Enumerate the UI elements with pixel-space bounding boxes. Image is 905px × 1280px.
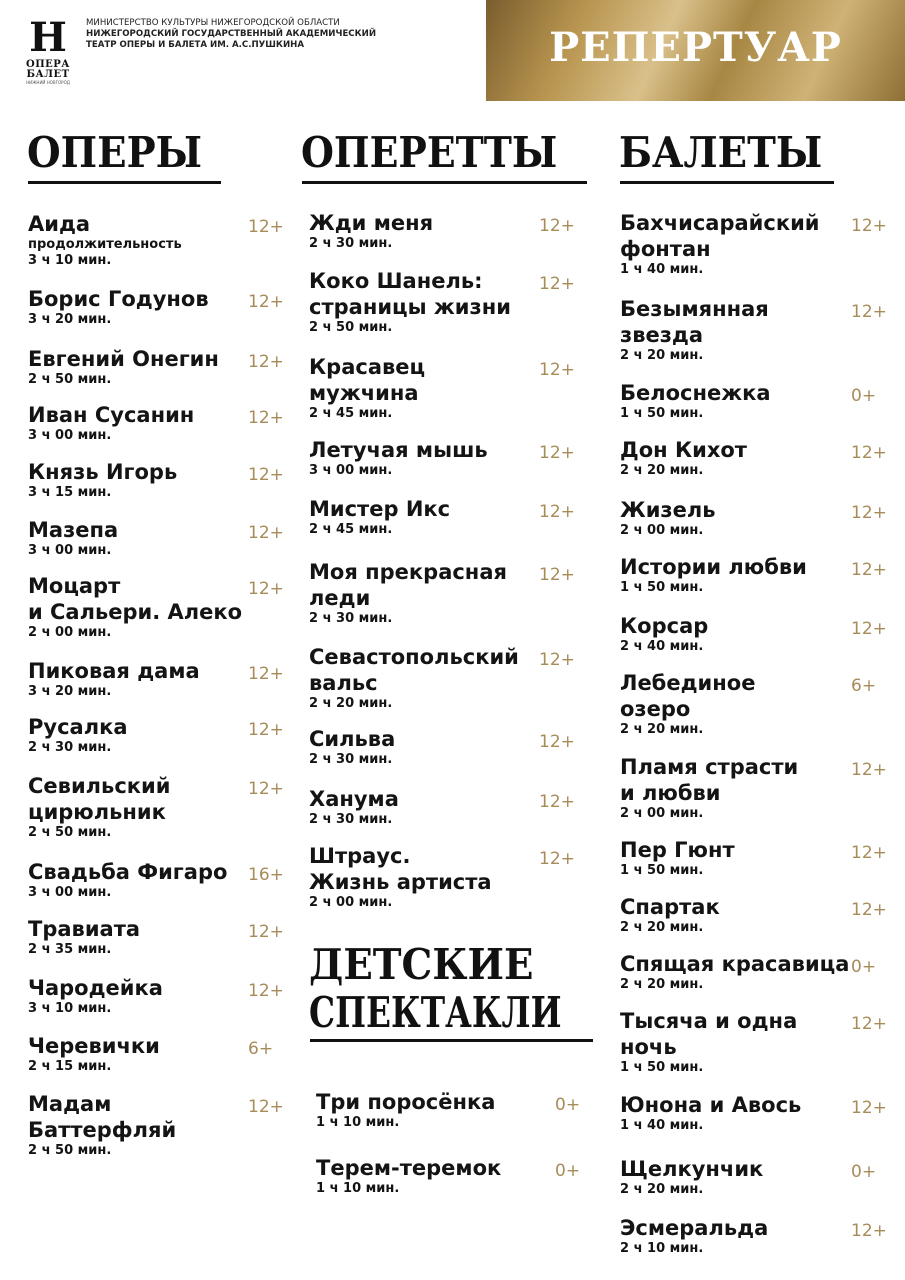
age-rating-badge: 12+: [248, 779, 284, 799]
performance-item: [28, 773, 170, 841]
logo-word-ballet: БАЛЕТ: [26, 69, 70, 80]
performance-title: Черевички: [28, 1034, 160, 1058]
age-rating-badge: 12+: [248, 664, 284, 684]
performance-title-line2: цирюльник: [28, 800, 166, 824]
performance-item: [28, 573, 242, 641]
performance-duration: 2 ч 20 мин.: [309, 696, 393, 711]
age-rating-badge: 12+: [851, 560, 887, 580]
performance-duration: 2 ч 00 мин.: [620, 806, 704, 821]
performance-duration: 2 ч 30 мин.: [309, 611, 393, 626]
performance-title: Пиковая дама: [28, 659, 200, 683]
performance-title-line2: звезда: [620, 323, 704, 347]
performance-item: [620, 670, 755, 738]
age-rating-badge: 12+: [248, 579, 284, 599]
age-rating-badge: 0+: [851, 1162, 877, 1182]
age-rating-badge: 12+: [248, 922, 284, 942]
performance-duration: 3 ч 15 мин.: [28, 485, 112, 500]
performance-item: [309, 559, 507, 627]
performance-title: Пламя страсти: [620, 755, 799, 779]
performance-title: Штраус.: [309, 844, 411, 868]
performance-title: Борис Годунов: [28, 287, 209, 311]
performance-duration: 2 ч 40 мин.: [620, 639, 704, 654]
performance-title: Севастопольский: [309, 645, 519, 669]
performance-title: Сильва: [309, 727, 396, 751]
performance-item: [620, 951, 849, 993]
performance-duration: 2 ч 30 мин.: [309, 752, 393, 767]
age-rating-badge: 12+: [851, 900, 887, 920]
performance-title: Моя прекрасная: [309, 560, 507, 584]
performance-item: [28, 517, 118, 559]
performance-duration: 2 ч 30 мин.: [28, 740, 112, 755]
section-title-children-line2: СПЕКТАКЛИ: [309, 988, 562, 1037]
performance-item: [620, 380, 771, 422]
performance-item: [620, 613, 708, 655]
performance-item: [620, 1215, 768, 1257]
performance-title: Корсар: [620, 614, 709, 638]
performance-duration: 1 ч 10 мин.: [316, 1181, 400, 1196]
performance-item: [28, 346, 219, 388]
performance-title: Щелкунчик: [620, 1157, 764, 1181]
performance-item: [28, 658, 200, 700]
performance-item: [309, 644, 519, 712]
performance-title: Коко Шанель:: [309, 269, 483, 293]
performance-title: Истории любви: [620, 555, 807, 579]
performance-duration: 2 ч 30 мин.: [309, 812, 393, 827]
age-rating-badge: 12+: [851, 216, 887, 236]
performance-item: [309, 843, 492, 911]
performance-item: [309, 354, 425, 422]
age-rating-badge: 0+: [851, 957, 877, 977]
age-rating-badge: 12+: [851, 1098, 887, 1118]
age-rating-badge: 12+: [851, 1221, 887, 1241]
performance-item: [28, 975, 163, 1017]
age-rating-badge: 12+: [539, 565, 575, 585]
age-rating-badge: 16+: [248, 865, 284, 885]
section-rule-operettas: [302, 181, 587, 184]
performance-item: [620, 1156, 763, 1198]
performance-title: Евгений Онегин: [28, 347, 219, 371]
performance-item: [28, 211, 182, 269]
org-line-state-academic: НИЖЕГОРОДСКИЙ ГОСУДАРСТВЕННЫЙ АКАДЕМИЧЕСКИЙ: [86, 29, 377, 39]
duration-caption: продолжительность: [28, 237, 182, 252]
performance-title: Жизель: [620, 498, 716, 522]
performance-title-line2: Жизнь артиста: [309, 870, 492, 894]
logo-city: НИЖНИЙ НОВГОРОД: [26, 80, 70, 85]
performance-duration: 2 ч 20 мин.: [620, 722, 704, 737]
performance-title: Белоснежка: [620, 381, 771, 405]
performance-item: [620, 497, 716, 539]
performance-duration: 1 ч 40 мин.: [620, 1118, 704, 1133]
performance-duration: 2 ч 50 мин.: [309, 320, 393, 335]
age-rating-badge: 0+: [555, 1095, 581, 1115]
performance-item: [620, 894, 720, 936]
age-rating-badge: 12+: [248, 1097, 284, 1117]
performance-item: [620, 554, 807, 596]
performance-item: [620, 210, 820, 278]
performance-title: Пер Гюнт: [620, 838, 735, 862]
performance-item: [620, 837, 735, 879]
performance-item: [28, 286, 209, 328]
performance-title-line2: мужчина: [309, 381, 419, 405]
performance-item: [28, 714, 128, 756]
performance-title: Три поросёнка: [316, 1090, 496, 1114]
performance-duration: 1 ч 50 мин.: [620, 863, 704, 878]
performance-title: Мадам: [28, 1092, 112, 1116]
age-rating-badge: 12+: [851, 1014, 887, 1034]
performance-duration: 2 ч 10 мин.: [620, 1241, 704, 1256]
performance-title-line2: и Сальери. Алеко: [28, 600, 243, 624]
performance-item: [309, 786, 399, 828]
performance-duration: 3 ч 10 мин.: [28, 253, 112, 268]
performance-title-line2: ночь: [620, 1035, 677, 1059]
age-rating-badge: 12+: [851, 760, 887, 780]
performance-title: Лебединое: [620, 671, 756, 695]
performance-title-line2: страницы жизни: [309, 295, 511, 319]
performance-title: Эсмеральда: [620, 1216, 769, 1240]
performance-title: Травиата: [28, 917, 141, 941]
performance-title: Чародейка: [28, 976, 163, 1000]
logo-word-opera: ОПЕРА: [26, 59, 70, 70]
performance-title: Дон Кихот: [620, 438, 747, 462]
performance-title: Летучая мышь: [309, 438, 488, 462]
age-rating-badge: 12+: [539, 849, 575, 869]
performance-duration: 2 ч 20 мин.: [620, 1182, 704, 1197]
performance-item: [28, 1091, 176, 1159]
theatre-logo: [22, 16, 74, 85]
performance-duration: 3 ч 00 мин.: [28, 543, 112, 558]
performance-item: [620, 1008, 797, 1076]
performance-title: Мазепа: [28, 518, 119, 542]
performance-duration: 2 ч 00 мин.: [620, 523, 704, 538]
age-rating-badge: 12+: [851, 302, 887, 322]
performance-title: Аида: [28, 212, 91, 236]
organization-heading: [86, 18, 406, 51]
age-rating-badge: 12+: [248, 981, 284, 1001]
age-rating-badge: 12+: [248, 523, 284, 543]
performance-duration: 2 ч 20 мин.: [620, 348, 704, 363]
age-rating-badge: 6+: [248, 1039, 274, 1059]
performance-duration: 1 ч 10 мин.: [316, 1115, 400, 1130]
age-rating-badge: 12+: [851, 843, 887, 863]
age-rating-badge: 12+: [248, 465, 284, 485]
section-rule-children: [310, 1039, 593, 1042]
performance-title: Русалка: [28, 715, 128, 739]
performance-item: [620, 754, 798, 822]
performance-duration: 2 ч 45 мин.: [309, 406, 393, 421]
performance-item: [28, 1033, 160, 1075]
logo-column-mark: Н: [29, 14, 67, 61]
performance-item: [309, 496, 450, 538]
age-rating-badge: 12+: [539, 274, 575, 294]
age-rating-badge: 12+: [248, 352, 284, 372]
org-line-ministry: МИНИСТЕРСТВО КУЛЬТУРЫ НИЖЕГОРОДСКОЙ ОБЛАСТИ: [86, 18, 340, 28]
performance-title: Красавец: [309, 355, 426, 379]
age-rating-badge: 12+: [539, 216, 575, 236]
performance-duration: 1 ч 50 мин.: [620, 406, 704, 421]
section-title-children-line1: ДЕТСКИЕ: [309, 940, 534, 989]
age-rating-badge: 12+: [248, 217, 284, 237]
performance-duration: 2 ч 35 мин.: [28, 942, 112, 957]
section-title-operas: ОПЕРЫ: [27, 128, 203, 177]
performance-duration: 2 ч 20 мин.: [620, 977, 704, 992]
performance-title: Тысяча и одна: [620, 1009, 798, 1033]
section-title-ballets: БАЛЕТЫ: [619, 128, 823, 177]
performance-title-line2: Баттерфляй: [28, 1118, 177, 1142]
age-rating-badge: 12+: [851, 443, 887, 463]
performance-item: [28, 459, 177, 501]
performance-duration: 2 ч 50 мин.: [28, 372, 112, 387]
performance-duration: 2 ч 15 мин.: [28, 1059, 112, 1074]
performance-item: [316, 1155, 501, 1197]
age-rating-badge: 12+: [539, 732, 575, 752]
age-rating-badge: 12+: [539, 443, 575, 463]
age-rating-badge: 12+: [539, 360, 575, 380]
performance-title: Ханума: [309, 787, 399, 811]
age-rating-badge: 12+: [539, 650, 575, 670]
age-rating-badge: 12+: [851, 503, 887, 523]
banner-title: РЕПЕРТУАР: [549, 24, 842, 71]
age-rating-badge: 6+: [851, 676, 877, 696]
age-rating-badge: 12+: [539, 502, 575, 522]
repertoire-banner: [486, 0, 905, 101]
performance-title: Князь Игорь: [28, 460, 178, 484]
performance-title-line2: и любви: [620, 781, 721, 805]
performance-duration: 2 ч 00 мин.: [28, 625, 112, 640]
performance-item: [28, 916, 140, 958]
performance-duration: 1 ч 50 мин.: [620, 1060, 704, 1075]
performance-duration: 2 ч 20 мин.: [620, 463, 704, 478]
performance-duration: 3 ч 20 мин.: [28, 312, 112, 327]
performance-title-line2: вальс: [309, 671, 378, 695]
performance-title-line2: леди: [309, 586, 371, 610]
performance-title: Свадьба Фигаро: [28, 860, 228, 884]
section-rule-operas: [28, 181, 221, 184]
performance-title-line2: озеро: [620, 697, 691, 721]
performance-item: [316, 1089, 495, 1131]
performance-duration: 1 ч 40 мин.: [620, 262, 704, 277]
performance-title: Моцарт: [28, 574, 121, 598]
performance-duration: 2 ч 00 мин.: [309, 895, 393, 910]
performance-item: [309, 268, 511, 336]
performance-title: Спящая красавица: [620, 952, 850, 976]
section-title-operettas: ОПЕРЕТТЫ: [301, 128, 558, 177]
performance-item: [620, 1092, 801, 1134]
performance-duration: 3 ч 10 мин.: [28, 1001, 112, 1016]
performance-duration: 2 ч 20 мин.: [620, 920, 704, 935]
performance-item: [309, 726, 395, 768]
performance-title: Севильский: [28, 774, 171, 798]
performance-title: Бахчисарайский: [620, 211, 820, 235]
performance-item: [309, 210, 433, 252]
performance-duration: 3 ч 20 мин.: [28, 684, 112, 699]
performance-duration: 3 ч 00 мин.: [28, 428, 112, 443]
performance-title: Безымянная: [620, 297, 769, 321]
performance-duration: 2 ч 45 мин.: [309, 522, 393, 537]
performance-title: Жди меня: [309, 211, 434, 235]
performance-item: [309, 437, 488, 479]
performance-title-line2: фонтан: [620, 237, 711, 261]
performance-item: [28, 859, 227, 901]
performance-title: Иван Сусанин: [28, 403, 195, 427]
age-rating-badge: 0+: [851, 386, 877, 406]
performance-duration: 1 ч 50 мин.: [620, 580, 704, 595]
performance-duration: 3 ч 00 мин.: [309, 463, 393, 478]
performance-duration: 2 ч 30 мин.: [309, 236, 393, 251]
performance-title: Мистер Икс: [309, 497, 451, 521]
age-rating-badge: 0+: [555, 1161, 581, 1181]
age-rating-badge: 12+: [539, 792, 575, 812]
performance-item: [620, 437, 747, 479]
performance-duration: 2 ч 50 мин.: [28, 1143, 112, 1158]
performance-title: Спартак: [620, 895, 720, 919]
performance-item: [28, 402, 194, 444]
performance-item: [620, 296, 769, 364]
section-rule-ballets: [620, 181, 834, 184]
performance-duration: 3 ч 00 мин.: [28, 885, 112, 900]
age-rating-badge: 12+: [248, 720, 284, 740]
age-rating-badge: 12+: [248, 292, 284, 312]
org-line-theatre-name: ТЕАТР ОПЕРЫ И БАЛЕТА ИМ. А.С.ПУШКИНА: [86, 40, 304, 50]
performance-title: Юнона и Авось: [620, 1093, 802, 1117]
age-rating-badge: 12+: [851, 619, 887, 639]
performance-title: Терем-теремок: [316, 1156, 502, 1180]
age-rating-badge: 12+: [248, 408, 284, 428]
performance-duration: 2 ч 50 мин.: [28, 825, 112, 840]
